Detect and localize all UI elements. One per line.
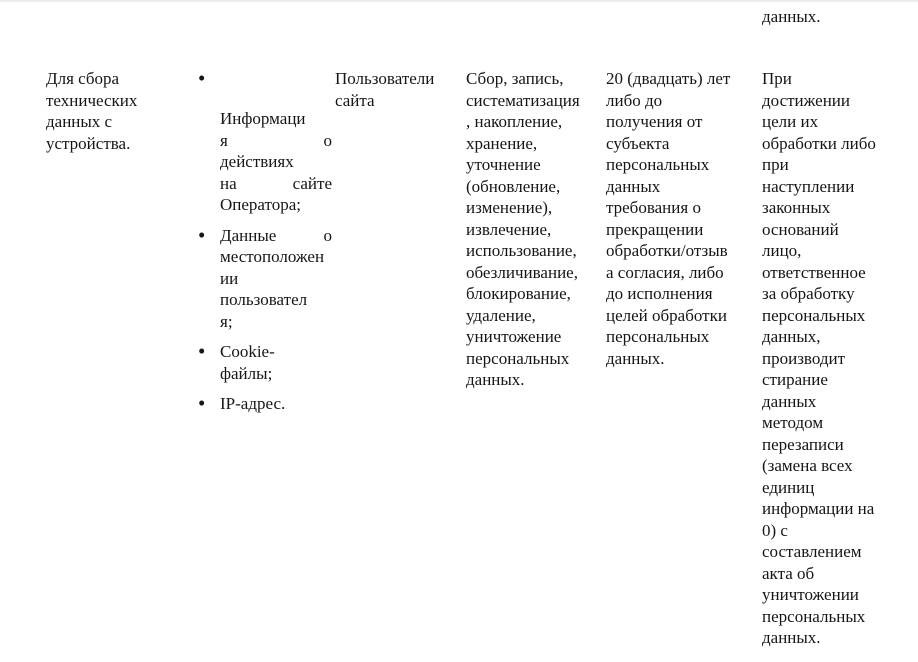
list-item-text xyxy=(220,341,332,384)
list-item xyxy=(198,222,332,333)
list-item-text xyxy=(220,393,332,415)
text-line: на сайте xyxy=(220,173,332,193)
text-line: цели их xyxy=(762,112,819,131)
destruction-method-cell xyxy=(762,68,896,649)
bullet-icon: • xyxy=(198,339,206,363)
text-line: Cookie- xyxy=(220,342,275,361)
text-line: Пользователи xyxy=(335,69,435,88)
text-line: сайта xyxy=(335,90,375,110)
text-line: данных xyxy=(606,176,661,196)
list-item-text xyxy=(220,108,332,216)
text-line: лицо, xyxy=(762,241,802,260)
text-line: персональных xyxy=(762,305,866,325)
previous-row-text-fragment xyxy=(762,6,894,28)
text-line: ответственное xyxy=(762,262,866,282)
text-line: я о xyxy=(220,130,332,150)
text-line: оснований xyxy=(762,219,839,239)
text-line: удаление, xyxy=(466,305,536,325)
purpose-cell xyxy=(46,68,192,154)
text-line: данных. xyxy=(606,348,665,368)
text-line: при xyxy=(762,155,789,174)
text-line: использование, xyxy=(466,241,577,260)
text-line: персональных xyxy=(466,348,570,368)
text-line: получения от xyxy=(606,112,703,131)
list-item xyxy=(198,341,332,384)
text-line: производит xyxy=(762,348,846,368)
text-line: персональных xyxy=(606,327,710,346)
text-line: блокирование, xyxy=(466,284,571,303)
text-line: обезличивание, xyxy=(466,262,578,282)
text-line: законных xyxy=(762,198,831,217)
text-line: данных с xyxy=(46,112,113,131)
text-line: наступлении xyxy=(762,176,855,196)
processing-actions-cell xyxy=(466,68,606,391)
text-line: достижении xyxy=(762,90,851,110)
text-line: хранение, xyxy=(466,133,538,153)
personal-data-list-cell xyxy=(198,68,332,424)
text-line: данных. xyxy=(466,370,525,389)
text-line: персональных xyxy=(762,606,866,626)
text-line: 0) с xyxy=(762,520,788,540)
text-line: изменение), xyxy=(466,198,553,217)
text-line: 20 (двадцать) лет xyxy=(606,69,731,88)
list-item-text xyxy=(220,225,332,333)
text-line: пользовател xyxy=(220,290,308,309)
retention-period-cell xyxy=(606,68,756,369)
text-line: обработки/отзыв xyxy=(606,241,728,260)
text-line: субъекта xyxy=(606,133,670,153)
text-line: (обновление, xyxy=(466,176,561,196)
text-line: , накопление, xyxy=(466,112,563,131)
text-line: При xyxy=(762,69,792,88)
text-line: ии xyxy=(220,268,239,288)
text-line: действиях xyxy=(220,152,294,171)
text-line: устройства. xyxy=(46,133,131,153)
text-line: данных xyxy=(762,391,817,411)
text-line: файлы; xyxy=(220,363,273,383)
subjects-cell xyxy=(335,68,459,111)
text-line: Оператора; xyxy=(220,195,301,214)
text-line: за обработку xyxy=(762,284,855,303)
text-line: данных. xyxy=(762,7,821,26)
list-item xyxy=(198,393,332,415)
text-line: стирание xyxy=(762,370,828,389)
text-line: уничтожение xyxy=(466,327,562,346)
text-line: методом xyxy=(762,413,824,432)
text-line: обработки либо xyxy=(762,133,876,153)
text-line: до исполнения xyxy=(606,284,713,303)
text-line: перезаписи xyxy=(762,434,844,454)
text-line: извлечение, xyxy=(466,219,552,239)
bullet-icon: • xyxy=(198,222,206,247)
text-line: либо до xyxy=(606,90,663,110)
text-line: персональных xyxy=(606,155,710,174)
text-line: Для сбора xyxy=(46,69,120,88)
text-line: составлением xyxy=(762,542,862,561)
text-line: прекращении xyxy=(606,219,704,239)
text-line: Сбор, запись, xyxy=(466,69,564,88)
text-line: а согласия, либо xyxy=(606,262,724,282)
text-line: данных. xyxy=(762,628,821,647)
text-line: информации на xyxy=(762,499,875,518)
text-line: систематизация xyxy=(466,90,580,110)
list-item xyxy=(198,68,332,216)
text-line: IP-адрес. xyxy=(220,394,286,413)
bullet-icon: • xyxy=(198,391,206,415)
text-line: данных, xyxy=(762,327,821,346)
text-line: (замена всех xyxy=(762,456,853,475)
text-line: местоположен xyxy=(220,247,325,266)
text-line: целей обработки xyxy=(606,305,727,325)
bullet-icon: • xyxy=(198,66,206,90)
text-line: Данные о xyxy=(220,225,332,245)
text-line: требования о xyxy=(606,198,701,217)
text-line: уничтожении xyxy=(762,585,859,604)
text-line: уточнение xyxy=(466,155,541,174)
text-line: единиц xyxy=(762,477,815,497)
text-line: акта об xyxy=(762,563,815,583)
text-line: я; xyxy=(220,311,233,331)
text-line: технических xyxy=(46,90,138,110)
text-line: Информаци xyxy=(220,109,306,128)
